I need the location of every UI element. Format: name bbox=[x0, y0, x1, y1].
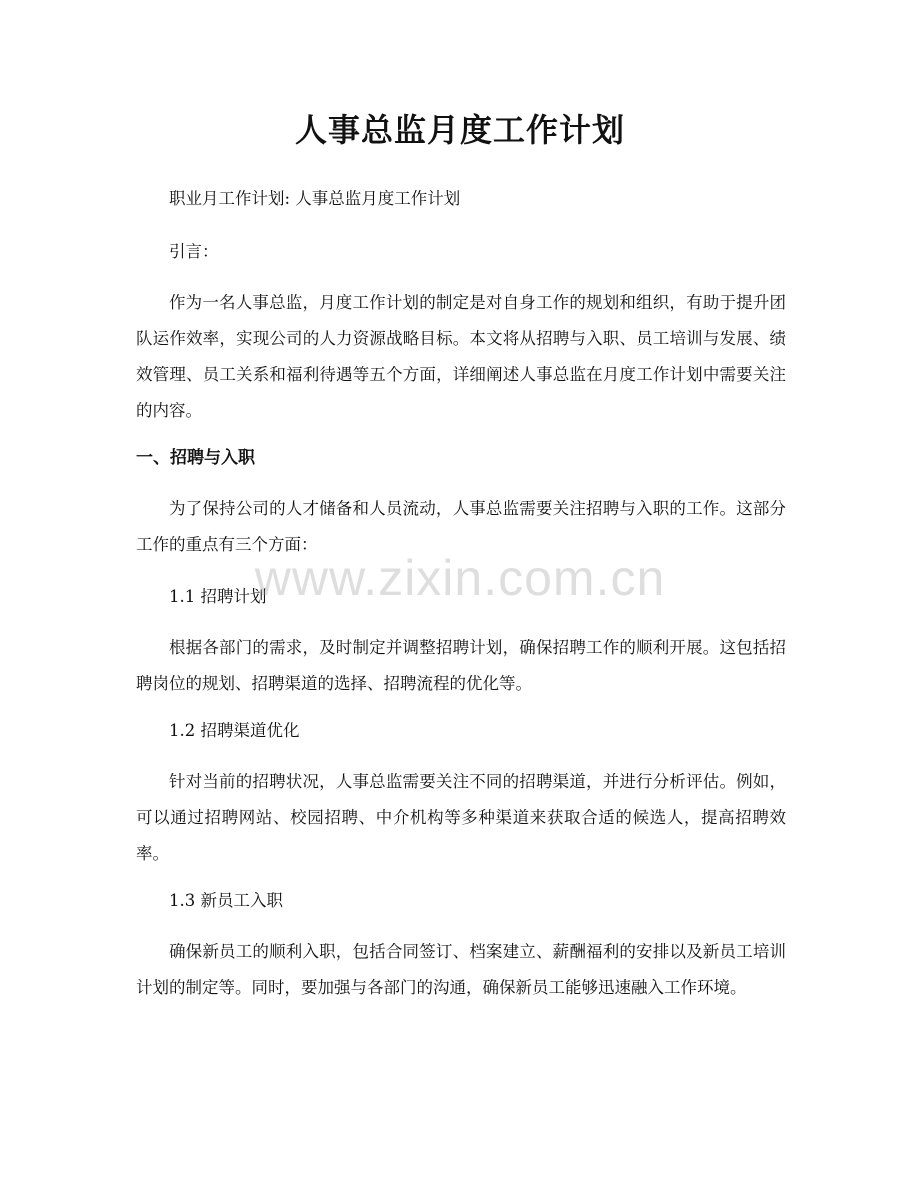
intro-label: 引言： bbox=[169, 242, 219, 261]
item-1-2-heading: 1.2 招聘渠道优化 bbox=[169, 721, 300, 740]
item-1-2-body: 针对当前的招聘状况，人事总监需要关注不同的招聘渠道，并进行分析评估。例如，可以通过招聘网站、校园招聘、中介机构等多种渠道来获取合适的候选人，提高招聘效率。 bbox=[136, 772, 786, 863]
document-subtitle: 职业月工作计划: 人事总监月度工作计划 bbox=[169, 189, 461, 208]
section1-heading: 一、招聘与入职 bbox=[136, 448, 255, 468]
intro-paragraph: 作为一名人事总监，月度工作计划的制定是对自身工作的规划和组织，有助于提升团队运作效率，实现公司的人力资源战略目标。本文将从招聘与入职、员工培训与发展、绩效管理、员工关系和福利待遇等五个方面，详细阐述人事总监在月度工作计划中需要关注的内容。 bbox=[136, 293, 786, 420]
item-1-1-heading: 1.1 招聘计划 bbox=[169, 587, 267, 606]
item-1-3-body: 确保新员工的顺利入职，包括合同签订、档案建立、薪酬福利的安排以及新员工培训计划的制定等。同时，要加强与各部门的沟通，确保新员工能够迅速融入工作环境。 bbox=[136, 942, 786, 997]
document-title: 人事总监月度工作计划 bbox=[294, 111, 625, 149]
item-1-1-body: 根据各部门的需求，及时制定并调整招聘计划，确保招聘工作的顺利开展。这包括招聘岗位的规划、招聘渠道的选择、招聘流程的优化等。 bbox=[136, 638, 786, 693]
item-1-3-heading: 1.3 新员工入职 bbox=[169, 891, 283, 910]
section1-intro: 为了保持公司的人才储备和人员流动，人事总监需要关注招聘与入职的工作。这部分工作的重点有三个方面： bbox=[136, 499, 786, 554]
watermark: www.zixin.com.cn bbox=[254, 550, 666, 606]
